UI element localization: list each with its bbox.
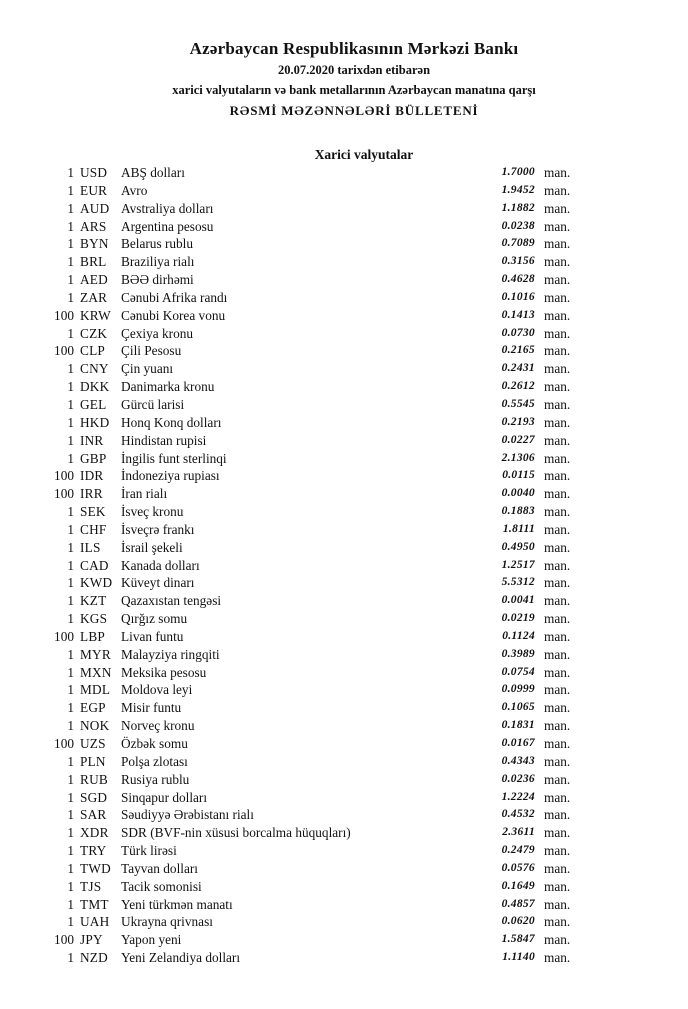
rate-row: [0, 646, 688, 664]
rate-row: [0, 539, 688, 557]
currency-name: Kanada dolları: [121, 557, 200, 573]
rate-quantity: 1: [67, 807, 74, 823]
rate-quantity: 1: [67, 521, 74, 537]
currency-name: Norveç kronu: [121, 718, 195, 734]
unit-label: man.: [544, 468, 571, 484]
rate-quantity: 1: [67, 914, 74, 930]
exchange-rate: 0.4343: [501, 754, 535, 767]
rate-quantity: 1: [67, 254, 74, 270]
unit-label: man.: [544, 539, 571, 555]
unit-label: man.: [544, 379, 571, 395]
currency-code: DKK: [80, 379, 110, 395]
rate-quantity: 1: [67, 450, 74, 466]
exchange-rate: 0.0041: [501, 594, 535, 607]
unit-label: man.: [544, 504, 571, 520]
currency-code: EGP: [80, 700, 106, 716]
rate-row: [0, 842, 688, 860]
rate-quantity: 1: [67, 325, 74, 341]
effective-date: 20.07.2020 tarixdən etibarən: [277, 63, 431, 77]
currency-name: ABŞ dolları: [121, 165, 185, 180]
exchange-rate: 1.2224: [501, 790, 535, 803]
unit-label: man.: [544, 753, 571, 769]
currency-code: CNY: [80, 361, 109, 377]
rate-quantity: 1: [67, 771, 74, 787]
rate-row: [0, 164, 688, 182]
currency-code: SAR: [80, 807, 107, 823]
rate-row: [0, 806, 688, 824]
currency-code: IRR: [80, 486, 103, 502]
currency-name: Ukrayna qrivnası: [121, 914, 213, 930]
currency-name: İsrail şekeli: [121, 539, 183, 555]
exchange-rate: 0.2431: [501, 362, 535, 375]
exchange-rate: 1.9452: [501, 183, 535, 196]
currency-code: PLN: [80, 753, 106, 769]
currency-code: KZT: [80, 593, 107, 609]
currency-name: Danimarka kronu: [121, 379, 215, 395]
currency-code: TJS: [80, 878, 102, 894]
rate-row: [0, 735, 688, 753]
rate-row: [0, 503, 688, 521]
exchange-rate: 0.0730: [501, 326, 535, 339]
currency-code: XDR: [80, 825, 109, 841]
unit-label: man.: [544, 182, 571, 198]
exchange-rate: 5.5312: [501, 576, 535, 589]
exchange-rate: 0.0754: [501, 665, 535, 678]
rate-quantity: 1: [67, 557, 74, 573]
currency-code: USD: [80, 165, 108, 180]
currency-name: Livan funtu: [121, 628, 184, 644]
unit-label: man.: [544, 825, 571, 841]
unit-label: man.: [544, 236, 571, 252]
unit-label: man.: [544, 878, 571, 894]
exchange-rate: 0.2193: [501, 415, 535, 428]
rate-quantity: 1: [67, 396, 74, 412]
rate-row: [0, 235, 688, 253]
exchange-rate: 0.4950: [501, 540, 535, 553]
unit-label: man.: [544, 289, 571, 305]
currency-code: CLP: [80, 343, 105, 359]
rate-row: [0, 182, 688, 200]
unit-label: man.: [544, 414, 571, 430]
currency-name: Yeni Zelandiya dolları: [121, 950, 241, 966]
currency-code: SEK: [80, 504, 106, 520]
currency-name: Çexiya kronu: [121, 325, 194, 341]
currency-code: CZK: [80, 325, 108, 341]
currency-name: Səudiyyə Ərəbistanı rialı: [121, 807, 254, 823]
currency-name: Yapon yeni: [121, 932, 182, 948]
exchange-rate: 0.0040: [501, 487, 535, 500]
bank-name: Azərbaycan Respublikasının Mərkəzi Bankı: [189, 39, 519, 58]
rate-quantity: 1: [67, 950, 74, 966]
currency-name: Cənubi Korea vonu: [121, 307, 226, 323]
rate-quantity: 1: [67, 182, 74, 198]
currency-code: ILS: [80, 539, 101, 555]
exchange-rate: 0.2612: [501, 380, 535, 393]
exchange-rate: 1.7000: [501, 166, 535, 178]
currency-name: Özbək somu: [121, 736, 188, 751]
currency-code: NZD: [80, 950, 108, 966]
currency-code: LBP: [80, 628, 105, 644]
unit-label: man.: [544, 575, 571, 591]
bulletin-subtitle: xarici valyutaların və bank metallarının Azərbaycan manatına qarşı: [172, 83, 536, 97]
currency-code: MDL: [80, 682, 111, 698]
rate-row: [0, 342, 688, 360]
currency-code: BYN: [80, 236, 109, 252]
rate-row: [0, 414, 688, 432]
rate-row: [0, 896, 688, 914]
rate-quantity: 100: [54, 343, 74, 359]
rate-row: [0, 378, 688, 396]
currency-code: SGD: [80, 789, 108, 805]
exchange-rate: 1.1140: [502, 951, 535, 964]
currency-name: Hindistan rupisi: [121, 432, 207, 448]
unit-label: man.: [544, 718, 571, 734]
rate-quantity: 100: [54, 628, 74, 644]
unit-label: man.: [544, 432, 571, 448]
rate-row: [0, 307, 688, 325]
currency-name: SDR (BVF-nin xüsusi borcalma hüquqları): [121, 825, 351, 841]
currency-name: İsveç kronu: [121, 504, 184, 520]
unit-label: man.: [544, 843, 571, 859]
currency-code: MXN: [80, 664, 112, 680]
currency-name: Argentina pesosu: [121, 218, 214, 234]
rate-row: [0, 396, 688, 414]
unit-label: man.: [544, 789, 571, 805]
exchange-rate: 1.2517: [501, 558, 535, 571]
rate-quantity: 1: [67, 896, 74, 912]
currency-name: Küveyt dinarı: [121, 575, 195, 591]
exchange-rate: 0.5545: [501, 397, 535, 410]
rate-row: [0, 789, 688, 807]
unit-label: man.: [544, 165, 571, 180]
exchange-rate: 1.1882: [501, 201, 535, 214]
currency-name: Rusiya rublu: [121, 771, 190, 787]
rate-quantity: 100: [54, 736, 74, 751]
currency-name: Çili Pesosu: [121, 343, 182, 359]
currency-code: KGS: [80, 611, 108, 627]
rate-row: [0, 325, 688, 343]
unit-label: man.: [544, 307, 571, 323]
currency-name: Yeni türkmən manatı: [121, 896, 233, 912]
rate-row: [0, 753, 688, 771]
unit-label: man.: [544, 950, 571, 966]
exchange-rate: 2.1306: [501, 451, 535, 464]
rate-row: [0, 771, 688, 789]
currency-code: GBP: [80, 450, 107, 466]
section-title: Xarici valyutalar: [314, 147, 414, 162]
currency-code: GEL: [80, 396, 107, 412]
exchange-rate: 0.0236: [501, 772, 535, 785]
rate-row: [0, 949, 688, 967]
exchange-rate: 0.3156: [501, 255, 535, 268]
rate-row: [0, 467, 688, 485]
rate-quantity: 1: [67, 414, 74, 430]
currency-code: TMT: [80, 896, 109, 912]
rate-row: [0, 271, 688, 289]
document-header: [0, 38, 688, 122]
currency-name: Moldova leyi: [121, 682, 193, 698]
rate-row: [0, 218, 688, 236]
unit-label: man.: [544, 593, 571, 609]
currency-name: Gürcü larisi: [121, 396, 185, 412]
currency-name: Malayziya ringqiti: [121, 646, 220, 662]
currency-code: UAH: [80, 914, 110, 930]
currency-code: KWD: [80, 575, 113, 591]
currency-code: AUD: [80, 200, 110, 216]
rate-row: [0, 878, 688, 896]
rate-quantity: 1: [67, 860, 74, 876]
exchange-rate: 0.1649: [501, 879, 535, 892]
rate-row: [0, 485, 688, 503]
rate-quantity: 1: [67, 664, 74, 680]
exchange-rate: 0.0999: [501, 683, 535, 696]
unit-label: man.: [544, 682, 571, 698]
rate-row: [0, 664, 688, 682]
unit-label: man.: [544, 700, 571, 716]
exchange-rate: 0.0167: [501, 737, 535, 749]
currency-name: Misir funtu: [121, 700, 182, 716]
currency-name: İsveçrə frankı: [121, 521, 195, 537]
unit-label: man.: [544, 932, 571, 948]
rate-quantity: 1: [67, 200, 74, 216]
rate-quantity: 1: [67, 361, 74, 377]
currency-name: İndoneziya rupiası: [121, 468, 220, 484]
exchange-rate: 0.4857: [501, 897, 535, 910]
currency-code: IDR: [80, 468, 104, 484]
rate-row: [0, 681, 688, 699]
rate-row: [0, 931, 688, 949]
rate-quantity: 1: [67, 646, 74, 662]
rate-quantity: 1: [67, 611, 74, 627]
currency-name: Polşa zlotası: [121, 753, 188, 769]
unit-label: man.: [544, 343, 571, 359]
currency-name: Qırğız somu: [121, 611, 188, 627]
rate-quantity: 100: [54, 468, 74, 484]
currency-name: Belarus rublu: [121, 236, 194, 252]
rate-quantity: 1: [67, 432, 74, 448]
rate-row: [0, 717, 688, 735]
unit-label: man.: [544, 254, 571, 270]
exchange-rate: 0.4532: [501, 808, 535, 821]
currency-code: INR: [80, 432, 104, 448]
exchange-rate: 0.1413: [501, 308, 535, 321]
rate-quantity: 1: [67, 753, 74, 769]
exchange-rate: 0.2479: [501, 844, 535, 857]
unit-label: man.: [544, 664, 571, 680]
rate-quantity: 100: [54, 932, 74, 948]
rate-quantity: 1: [67, 700, 74, 716]
currency-code: CHF: [80, 521, 107, 537]
rate-quantity: 1: [67, 789, 74, 805]
unit-label: man.: [544, 218, 571, 234]
rate-row: [0, 200, 688, 218]
currency-code: AED: [80, 272, 108, 288]
currency-code: RUB: [80, 771, 108, 787]
currency-name: Qazaxıstan tengəsi: [121, 593, 222, 609]
rate-row: [0, 824, 688, 842]
currency-name: Honq Konq dolları: [121, 414, 222, 430]
unit-label: man.: [544, 272, 571, 288]
rate-quantity: 1: [67, 718, 74, 734]
rate-quantity: 1: [67, 843, 74, 859]
exchange-rate: 1.8111: [502, 522, 535, 535]
unit-label: man.: [544, 521, 571, 537]
unit-label: man.: [544, 361, 571, 377]
exchange-rate: 0.0576: [501, 861, 535, 874]
currency-code: NOK: [80, 718, 110, 734]
rate-quantity: 1: [67, 236, 74, 252]
currency-code: MYR: [80, 646, 111, 662]
exchange-rate: 1.5847: [501, 933, 535, 946]
currency-name: Türk lirəsi: [121, 843, 177, 859]
exchange-rate: 0.7089: [501, 237, 535, 250]
exchange-rate: 0.0219: [501, 612, 535, 625]
unit-label: man.: [544, 486, 571, 502]
rate-quantity: 1: [67, 593, 74, 609]
currency-name: Tayvan dolları: [121, 860, 198, 876]
currency-name: Avro: [121, 182, 148, 198]
exchange-rate: 0.4628: [501, 273, 535, 286]
rate-row: [0, 860, 688, 878]
currency-code: HKD: [80, 414, 110, 430]
rate-row: [0, 610, 688, 628]
currency-name: Cənubi Afrika randı: [121, 289, 228, 305]
bulletin-title: RƏSMİ MƏZƏNNƏLƏRİ BÜLLETENİ: [229, 103, 479, 118]
exchange-rate: 0.0227: [501, 433, 535, 446]
currency-code: ZAR: [80, 289, 108, 305]
exchange-rate: 0.1124: [502, 629, 535, 642]
rate-quantity: 1: [67, 165, 74, 180]
exchange-rate: 0.2165: [501, 344, 535, 357]
currency-code: KRW: [80, 307, 111, 323]
rate-quantity: 1: [67, 218, 74, 234]
unit-label: man.: [544, 557, 571, 573]
exchange-rate: 0.1065: [501, 701, 535, 714]
currency-name: Sinqapur dolları: [121, 789, 208, 805]
rate-quantity: 1: [67, 379, 74, 395]
unit-label: man.: [544, 771, 571, 787]
unit-label: man.: [544, 896, 571, 912]
unit-label: man.: [544, 807, 571, 823]
unit-label: man.: [544, 325, 571, 341]
unit-label: man.: [544, 646, 571, 662]
exchange-rate: 0.3989: [501, 647, 535, 660]
currency-name: Avstraliya dolları: [121, 200, 214, 216]
unit-label: man.: [544, 611, 571, 627]
rate-row: [0, 432, 688, 450]
currency-code: TWD: [80, 860, 111, 876]
unit-label: man.: [544, 860, 571, 876]
exchange-rate: 0.0238: [501, 219, 535, 232]
currency-name: Çin yuanı: [121, 361, 174, 377]
currency-name: Braziliya rialı: [121, 254, 195, 270]
currency-code: ARS: [80, 218, 107, 234]
currency-name: Tacik somonisi: [121, 878, 202, 894]
currency-name: BƏƏ dirhəmi: [121, 272, 194, 288]
currency-code: UZS: [80, 736, 106, 751]
rate-quantity: 1: [67, 575, 74, 591]
rate-row: [0, 592, 688, 610]
currency-code: EUR: [80, 182, 108, 198]
rate-quantity: 1: [67, 539, 74, 555]
currency-name: Meksika pesosu: [121, 664, 207, 680]
rate-row: [0, 289, 688, 307]
rate-quantity: 1: [67, 504, 74, 520]
rate-row: [0, 557, 688, 575]
exchange-rate: 0.0620: [501, 915, 535, 928]
rate-quantity: 1: [67, 682, 74, 698]
rate-quantity: 1: [67, 825, 74, 841]
unit-label: man.: [544, 396, 571, 412]
rate-row: [0, 521, 688, 539]
exchange-rate: 0.1831: [501, 719, 535, 732]
exchange-rate: 0.1883: [501, 505, 535, 518]
currency-name: İngilis funt sterlinqi: [121, 450, 227, 466]
rate-row: [0, 913, 688, 931]
rate-row: [0, 574, 688, 592]
rate-row: [0, 360, 688, 378]
exchange-rate: 2.3611: [502, 826, 535, 839]
rate-row: [0, 628, 688, 646]
rate-quantity: 100: [54, 307, 74, 323]
rate-quantity: 1: [67, 272, 74, 288]
currency-code: CAD: [80, 557, 109, 573]
rate-quantity: 1: [67, 289, 74, 305]
unit-label: man.: [544, 736, 571, 751]
exchange-rate: 0.0115: [502, 469, 535, 482]
rate-quantity: 100: [54, 486, 74, 502]
rates-table: [0, 164, 688, 967]
unit-label: man.: [544, 200, 571, 216]
rate-row: [0, 450, 688, 468]
currency-code: TRY: [80, 843, 107, 859]
unit-label: man.: [544, 914, 571, 930]
currency-name: İran rialı: [121, 486, 168, 502]
rate-quantity: 1: [67, 878, 74, 894]
unit-label: man.: [544, 628, 571, 644]
currency-code: BRL: [80, 254, 107, 270]
unit-label: man.: [544, 450, 571, 466]
currency-code: JPY: [80, 932, 103, 948]
rate-row: [0, 253, 688, 271]
exchange-rate: 0.1016: [501, 290, 535, 303]
rate-row: [0, 699, 688, 717]
